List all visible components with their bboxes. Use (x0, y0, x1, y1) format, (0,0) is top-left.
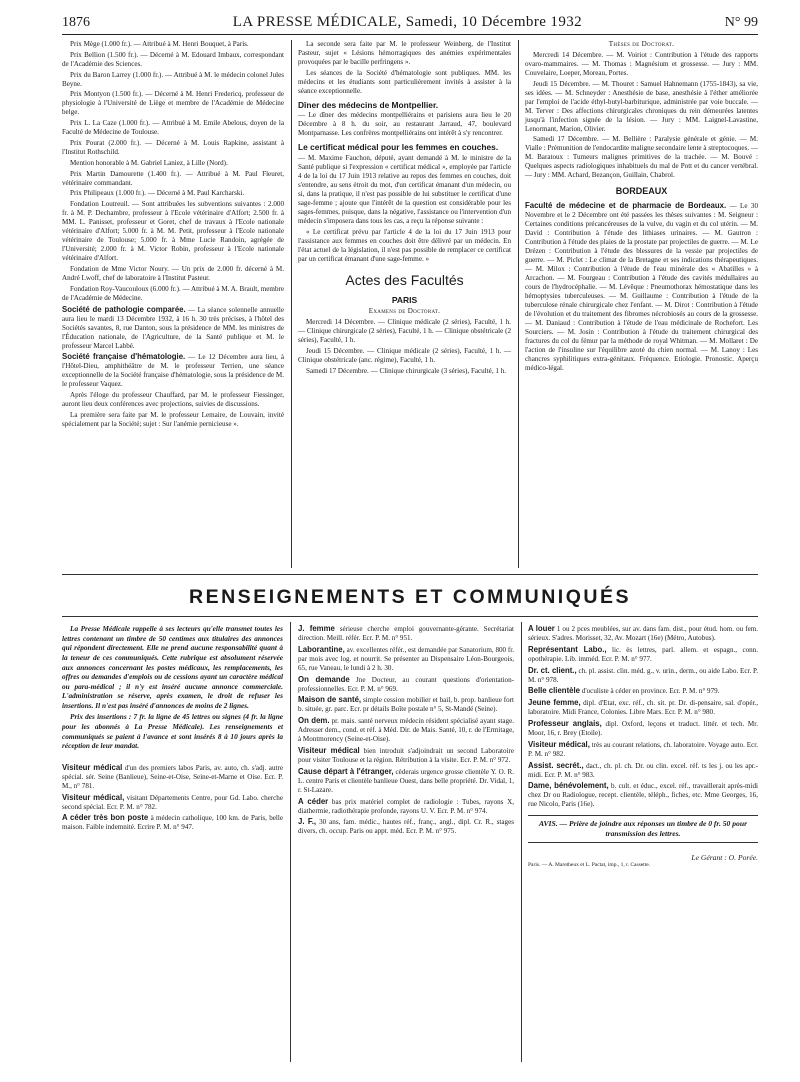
hematologie-paragraph: Après l'éloge du professeur Chauffard, par M. le professeur Fiessinger, auront lieu deux conférences avec projections, suivies de discussions. (62, 391, 284, 409)
prize-item: Fondation Roy-Vaucouloux (6.000 fr.). — Attribué à M. A. Brault, membre de l'Académie de Médecine. (62, 284, 284, 302)
section-banner: RENSEIGNEMENTS ET COMMUNIQUÉS (189, 586, 631, 608)
ad-heading: Laborantine, (298, 644, 345, 654)
ad-heading: A céder très bon poste (62, 813, 149, 823)
ad-text: sérieuse cherche emploi gouvernante-gérante. Secrétariat direction. Meill. référ. Ecr. P. M. n° 951. (298, 625, 514, 642)
ad-heading: Maison de santé, (298, 695, 362, 705)
classified-ad (298, 695, 514, 714)
ad-text: simple cession mobilier et bail, b. prop. banlieue fort b. située, gr. parc. Ecr. pr détails Boîte postale n° 5, St-Mandé (Seine). (298, 696, 515, 714)
actes-heading: Actes des Facultés (345, 271, 464, 288)
classified-ad (298, 817, 514, 836)
column-divider-3 (290, 622, 291, 1062)
ad-heading: J. F., (298, 817, 317, 827)
prize-item: Prix Bellion (1.500 fr.). — Décerné à M. Edouard Imbaux, correspondant de l'Académie des Sciences. (62, 50, 284, 68)
ad-text: b. cult. et éduc., excel. réf., travaillerait après-midi chez Dr ou Radiologue, recept. clientèle, téléph., fiches, etc. Mme Georges, 16, rue Nicolo, Paris (16e). (528, 782, 758, 809)
printer-line: Paris. — A. Maretheux et L. Pactat, imp., 1, r. Cassette. (528, 862, 651, 869)
prize-item: Prix du Baron Larrey (1.000 fr.). — Attribué à M. le médecin colonel Jules Beyne. (62, 70, 284, 88)
pathologie-heading: Société de pathologie comparée. (62, 304, 186, 314)
classified-ad (528, 781, 758, 809)
ad-text: 1 ou 2 pces meublées, sur av. dans fam. dist., pour étud. hom. ou fem. sérieux. S'adres. Morisset, 32, Av. Mozart (16e) (Métro, Autobus). (528, 625, 759, 642)
classified-ad (298, 767, 514, 795)
avis-box: AVIS. — Prière de joindre aux réponses un timbre de 0 fr. 50 pour transmission des lettres. (528, 815, 758, 842)
classified-ad (298, 645, 514, 673)
prize-item: Fondation Loutreuil. — Sont attribuées les subventions suivantes : 2.000 fr. à M. P. Dechambre, professeur à l'Ecole vétérinaire d'Alfort; 2.500 fr. à MM. L. Panisset, professeur et Goret, chef de travaux à l'Ecole nationale vétérinaire d'Alfort; 5.000 fr. à M. M. Petit, professeur à l'Ecole nationale vétérinaire de Toulouse; 5.000 fr. à Mme Lucie Randoin, agrégée de l'Université; 2.000 fr. à M. Victor Robin, professeur à l'Ecole nationale vétérinaire d'Alfort. (62, 200, 284, 263)
ad-heading: Dame, bénévolement, (528, 781, 609, 791)
hematologie-text: — Le 12 Décembre aura lieu, à l'Hôtel-Dieu, amphithéâtre de M. le professeur Terrien, une séance exceptionnelle de la Société française d'hématologie, sous la présidence de M. le professeur Vaquez. (62, 353, 284, 389)
these-item: Samedi 17 Décembre. — M. Bellière : Paralysie générale et génie. — M. Vialle : Prémunition de l'endocardite maligne secondaire lente à streptocoques. — M. Baratoux : Tumeurs malignes primitives de la trachée. — M. Bouvé : Quelques aspects radiologiques inhabituels du mal de Pott et du cancer vertébral. — Jury : MM. Achard, Bezançon, Guillain, Chabrol. (525, 135, 758, 180)
ad-heading: A céder (298, 796, 329, 806)
weinberg-paragraph: La seconde sera faite par M. le professeur Weinberg, de l'Institut Pasteur, sujet « Lésions hémorragiques des anémies expérimentales provoquées par le bacille perfringens ». (298, 40, 511, 66)
prize-item: Prix Pourat (2.000 fr.). — Décerné à M. Louis Rapkine, assistant à l'Institut Rothschild. (62, 138, 284, 156)
paris-heading: PARIS (391, 294, 418, 305)
classified-ad (528, 686, 758, 696)
classified-ad (528, 761, 758, 780)
classified-ad (62, 793, 283, 812)
ad-text: visitant Départements Centre, pour Gd. Labo. cherche second spécial. Ecr. P. M. n° 782. (62, 793, 283, 811)
hematologie-paragraph: La première sera faite par M. le professeur Lemaire, de Louvain, invité spécialement par la Société; sujet : Sur l'anémie pernicieuse ». (62, 410, 284, 428)
journal-title: LA PRESSE MÉDICALE, (232, 14, 402, 30)
prize-item: Prix Philipeaux (1.000 fr.). — Décerné à M. Paul Karcharski. (70, 189, 245, 198)
ad-heading: Représentant Labo., (528, 644, 607, 654)
classified-ad (528, 698, 758, 717)
ad-text: Jne Docteur, au courant questions d'orientation-professionnelles. Ecr. P. M. n° 969. (298, 675, 514, 693)
prize-list (62, 40, 284, 303)
classified-ad (298, 624, 514, 643)
classified-ad (298, 716, 514, 744)
these-item: Jeudi 15 Décembre. — M. Thouret : Samuel Hahnemann (1755-1843), sa vie, ses idées. — M. Schneyder : Anesthésie de base, anesthésie à l'éther améliorée par l'emploi de l'acide éthyl-butyl-barbiturique, administrée par voie buccale. — M. Terver : Des affections chirurgicales chroniques du rein démeurées latentes jusqu'à l'infection signée de la lésion. — Jury : MM. Laignel-Lavastine, Lenormant, Marion, Olivier. (525, 79, 758, 133)
diner-heading: Dîner des médecins de Montpellier. (298, 99, 439, 110)
page-number: 1876 (62, 15, 90, 30)
pathologie-notice (62, 305, 284, 351)
ad-text: 30 ans, fam. médic., hautes réf., franç., angl., dipl. Cr. R., stages divers, ch. occup. Paris ou appt. méd. Ecr. P. M. n° 975. (298, 818, 514, 836)
hematologie-notice (62, 352, 284, 389)
ad-heading: Jeune femme, (528, 698, 581, 708)
classified-ad (298, 746, 514, 765)
page-header (62, 14, 758, 35)
gerant-signature: Le Gérant : O. Porée. (691, 852, 758, 862)
prize-item: Prix Montyon (1.500 fr.). — Décerné à M. Henri Fredericq, professeur de physiologie à l'Université de Liège et membre de l'Académie de Médecine belge. (62, 90, 284, 117)
classified-ad (528, 740, 758, 759)
ad-heading: Assist. secrét., (528, 760, 584, 770)
ad-text: ch. pl. assist. clin. méd. g., v. urin., derm., ou aide Labo. Ecr. P. M. n° 978. (528, 666, 758, 684)
exam-item: Mercredi 14 Décembre. — Clinique médicale (2 séries), Faculté, 1 h. — Clinique chirurgicale (2 séries), Faculté, 1 h. — Clinique obstétricale (2 séries), Faculté, 1 h. (298, 318, 511, 345)
prize-item: Mention honorable à M. Gabriel Laniez, à Lille (Nord). (70, 158, 228, 167)
diner-text: — Le dîner des médecins montpelliérains et parisiens aura lieu le 20 Décembre à 8 h. du soir, au restaurant Jarraud, 47, boulevard Montparnasse. Les confrères montpelliérains ont intérêt à s'y rencontrer. (298, 111, 511, 138)
ad-text: d'un des premiers labos Paris, av. auto, ch. s'adj. autre spécial. sér. Seine (Banlieue), Seine-et-Oise, Seine-et-Marne et Oise. Ecr. P. M., n° 781. (62, 763, 283, 790)
theses-heading: Thèses de Doctorat. (608, 40, 675, 48)
certificat-quote: « Le certificat prévu par l'article 4 de la loi du 17 Juin 1913 pour l'assistance aux femmes en couches doit être délivré par un médecin. En l'état actuel de la législation, il n'est pas possible de remplacer ce certificat par un certificat émanant d'une sage-femme. » (298, 227, 511, 263)
ad-text: à médecin catholique, 100 km. de Paris, belle maison. Faible indemnité. Ecrire P. M. n° 947. (62, 814, 283, 832)
ad-text: bas prix matériel complet de radiologie : Tubes, rayons X, diathermie, radiothérapie profonde, rayons U. V. Ecr. P. M. n° 974. (298, 797, 514, 815)
classified-ad (62, 763, 283, 791)
classified-ad (298, 797, 514, 816)
ad-text: pr. mais. santé nerveux médecin résident spécialisé ayant stage. Adresser dem., cond. et réf. à Méd. Dir. de Mais. Santé, 10, r. de l'Ermitage, à Montmorency (Seine-et-Oise). (298, 717, 514, 744)
pathologie-text: — La séance solennelle annuelle aura lieu le mardi 13 Décembre 1932, à 16 h. 30 très précises, à l'hôtel des Sociétés savantes, 8, rue Danton, sous la présidence de MM. les ministres de l'Éducation nationale, de l'Agriculture, de la Santé publique et M. le professeur Marcel Labbé. (62, 305, 284, 350)
column-prizes (62, 40, 284, 431)
prize-item: Prix L. La Caze (1.000 fr.). — Attribué à M. Emile Abelous, doyen de la Faculté de Médecine de Toulouse. (62, 119, 284, 137)
ad-heading: Visiteur médical, (62, 792, 125, 802)
bordeaux-heading: BORDEAUX (615, 186, 668, 197)
classified-ad (298, 675, 514, 694)
exam-item: Samedi 17 Décembre. — Clinique chirurgicale (3 séries), Faculté, 1 h. (306, 366, 507, 375)
classified-ad (528, 719, 758, 738)
classified-ad (528, 645, 758, 664)
ad-heading: Belle clientèle (528, 686, 581, 696)
hematologie-heading: Société française d'hématologie. (62, 352, 186, 362)
exam-item: Jeudi 15 Décembre. — Clinique médicale (2 séries), Faculté, 1 h. — Clinique obstétricale (anc. régime), Faculté, 1 h. (298, 347, 511, 365)
ad-heading: Visiteur médical (62, 762, 123, 772)
certificat-text: — M. Maxime Fauchon, député, ayant demandé à M. le ministre de la Santé publique si l'expression « certificat médical », employée par l'article 4 de la loi du 17 Juin 1913 relative au repos des femmes en couches, doit s'entendre, au sens étroit du mot, d'un certificat émanant d'un médecin, ou si, dans la pratique, il n'est pas possible de lui substituer le certificat d'une sage-femme ; ajoute que l'intérêt de la question est considérable pour les sages-femmes, puisque, dans la négative, l'assistance ou l'intervention d'un médecin s'imposera dans tous les cas, a reçu la réponse suivante : (298, 154, 511, 226)
ad-heading: Visiteur médical, (528, 739, 590, 749)
paris-subheading: Examens de Doctorat. (368, 307, 441, 316)
column-theses (525, 40, 758, 375)
column-notice-ads (62, 624, 283, 834)
section-rule (62, 616, 758, 617)
prize-item: Prix Mège (1.000 fr.). — Attribué à M. Henri Bouquet, à Paris. (70, 40, 249, 48)
ad-heading: A louer (528, 624, 555, 633)
ad-text: bien introduit s'adjoindrait un second Laboratoire pour visiter Toulouse et la région. Rétribution à la visite. Ecr. P. M. n° 972. (298, 746, 514, 764)
ad-text: av. excellentes référ., est demandée par Sanatorium, 800 fr. par mois avec log. et nourrit. Se présenter au Dispensaire Léon-Bourgeois, 65, rue Vaneau, le lundi à 2 h. 30. (298, 645, 514, 672)
column-societies (298, 40, 511, 378)
column-divider-1 (291, 40, 292, 568)
ad-text: dipl. d'Etat, exc. réf., ch. sit. pr. Dr. di-pensaire, sal. d'opér., laboratoire. Midi France, Colonies. Libre Mars. Ecr. P. M. n° 980. (528, 699, 758, 717)
journal-title-line (233, 14, 582, 31)
ad-heading: Dr. ct. client., (528, 665, 577, 675)
ad-text: très au courant relations, ch. laboratoire. Voyage auto. Ecr. P. M. n° 982. (528, 740, 759, 758)
column-ads-right (528, 624, 758, 871)
ad-text: dipl. Oxford, leçons et traduct. littér. et tech. Mr. Moor, 16, r. Brey (Etoile). (528, 719, 758, 737)
column-divider-4 (521, 622, 522, 1062)
ad-heading: Professeur anglais, (528, 718, 602, 728)
ad-text: dact., ch. pl. ch. Dr. ou clin. excel. réf. ts les j. ou les apr.-midi. Ecr. P. M. n° 983. (528, 761, 758, 779)
issue-number: N° 99 (724, 15, 758, 30)
ad-heading: Cause départ à l'étranger, (298, 766, 394, 776)
ad-heading: On dem. (298, 716, 330, 726)
bordeaux-text: — Le 30 Novembre et le 2 Décembre ont été passées les thèses suivantes : M. Seigneur : Certaines conditions précancéreuses de la vulve, du vagin et du col utérin. — M. David : Contribution à l'étude des lithiases urinaires. — M. Gautron : Contribution à l'étude des plaies de la prostate par projectiles de guerre. — M. Le Drézen : Contribution à l'étude des blessures de la vessie par projectiles de guerre. — M. Piclet : Le climat de la Bretagne et ses indications thérapeutiques. — M. Milox : Contribution à l'étude de l'eau minérale des « Abatilles » à Arcachon. — M. Fourgeau : Contribution à l'étude des cavités médullaires au cours de l'hydrocéphalie. — M. Lévêque : Pneumothorax hémostatique dans les hémoptysies tuberculeuses. — M. Guillaume : Contribution à l'étude de la tuberculose rénale chirurgicale chez l'enfant. — M. Dirot : Contribution à l'étude de l'évolution et du traitement des fibromes nécrobiosés au cours de la grossesse. — M. Daniaud : Contribution à l'étude de l'eau médicinale de Rochefort. Les Sourciers. — M. Josin : Contribution à l'étude du traitement chirurgical des fractures du col du fémur par la méthode de royal Whitman. — M. Mollaret : De l'action de l'insuline sur l'équilibre azoté du chien normal. — M. Lanoy : Les chancres syphilitiques extra-génitaux. Fréquence. Etiologie. Pronostic. Aperçu médico-légal. (525, 201, 759, 372)
section-rule (62, 574, 758, 575)
issue-date: Samedi, 10 Décembre 1932 (405, 14, 583, 30)
column-divider-2 (518, 40, 519, 568)
rubrique-notice: La Presse Médicale rappelle à ses lecteurs qu'elle transmet toutes les lettres contenant un timbre de 50 centimes aux titulaires des annonces qui répondent directement. Elle ne prend aucune responsabilité quant à la teneur de ces communiqués. Cette rubrique est absolument réservée aux annonces concernant les postes médicaux, les remplacements, les offres ou demandes d'emplois ou de cessions ayant un caractère médical ou para-médical ; il n'y est inséré aucune annonce commerciale. L'administration se réserve, après examen, le droit de refuser les insertions. Il n'est pas inséré d'annonces de moins de 2 lignes. (62, 624, 283, 710)
column-ads-middle (298, 624, 514, 838)
classified-ad (528, 666, 758, 685)
ad-text: cèderais urgence grosse clientèle Y. O. R. L. centre Paris et clientèle banlieue Ouest, dans belle propriété. Dr. Vidal, 1, r. St-Lazare. (298, 767, 514, 794)
these-item: Mercredi 14 Décembre. — M. Voiriot : Contribution à l'étude des rapports ovaro-mammaires. — M. Thomas : Magnésium et grossesse. — Jury : MM. Couvelaire, Loeper, Moreau, Portes. (525, 50, 758, 77)
classified-ad (528, 624, 758, 643)
bordeaux-faculty-heading: Faculté de médecine et de pharmacie de Bordeaux. (525, 200, 727, 210)
ad-heading: On demande (298, 674, 350, 684)
prize-item: Fondation de Mme Victor Noury. — Un prix de 2.000 fr. décerné à M. André Lwoff, chef de laboratoire à l'Institut Pasteur. (62, 264, 284, 282)
ad-heading: Visiteur médical (298, 745, 360, 755)
spacer (62, 753, 283, 763)
bordeaux-notice (525, 201, 758, 373)
prize-item: Prix Martin Damourette (1.400 fr.). — Attribué à M. Paul Fleuret, vétérinaire commandant. (62, 169, 284, 187)
ad-text: d'oculiste à céder en province. Ecr. P. M. n° 979. (581, 687, 720, 696)
ad-heading: J. femme (298, 624, 335, 633)
seances-paragraph: Les séances de la Société d'hématologie sont publiques. MM. les médecins et les étudiants sont particulièrement invités à assister à la séance exceptionnelle. (298, 68, 511, 95)
certificat-heading: Le certificat médical pour les femmes en couches. (298, 142, 499, 153)
ad-text: lic. ès lettres, parl. allem. et espagn., conn. opothérapie. Lib. imméd. Ecr. P. M. n° 977. (528, 645, 759, 663)
insertion-prices: Prix des insertions : 7 fr. la ligne de 45 lettres ou signes (4 fr. la ligne pour les abonnés à La Presse Médicale). Les renseignements et communiqués se paient à l'avance et sont insérés 8 à 10 jours après la réception de leur mandat. (62, 712, 283, 751)
classified-ad (62, 813, 283, 832)
